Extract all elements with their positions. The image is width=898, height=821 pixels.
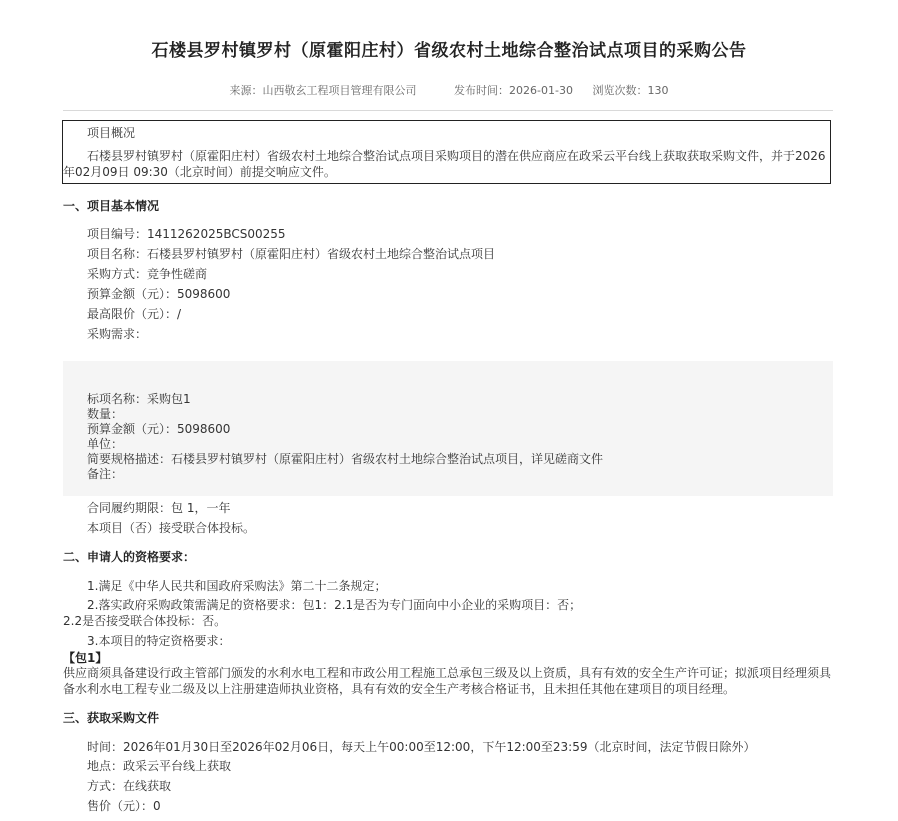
requirement-3: 3.本项目的特定资格要求： [87, 634, 231, 648]
package-budget: 预算金额（元）：5098600 [87, 422, 231, 436]
procurement-requirements-label: 采购需求： [87, 327, 148, 341]
publish-time-value: 2026-01-30 [509, 84, 573, 97]
source-label: 来源： [229, 84, 263, 97]
section-3-heading: 三、获取采购文件 [63, 711, 160, 725]
package-unit: 单位： [87, 437, 124, 451]
qualification-text-line2: 备水利水电工程专业二级及以上注册建造师执业资格，具有有效的安全生产考核合格证书，且未担任其他在建项目的项目经理。 [63, 682, 736, 696]
obtain-method: 方式：在线获取 [87, 779, 172, 793]
overview-heading: 项目概况 [87, 126, 136, 140]
view-count-info [592, 84, 668, 97]
package-name: 标项名称：采购包1 [87, 392, 191, 406]
overview-text-line2: 年02月09日 09:30（北京时间）前提交响应文件。 [63, 165, 336, 179]
source-info [230, 84, 417, 97]
view-count-label: 浏览次数： [592, 84, 648, 97]
section-1-heading: 一、项目基本情况 [63, 199, 160, 213]
consortium-bid: 本项目（否）接受联合体投标。 [87, 521, 256, 535]
obtain-time: 时间：2026年01月30日至2026年02月06日，每天上午00:00至12:00，下午12:00至23:59（北京时间，法定节假日除外） [87, 740, 756, 754]
document-price: 售价（元）：0 [87, 799, 161, 813]
package-remark: 备注： [87, 467, 124, 481]
overview-text-line1: 石楼县罗村镇罗村（原霍阳庄村）省级农村土地综合整治试点项目采购项目的潜在供应商应在政采云平台线上获取获取采购文件，并于2026 [87, 149, 826, 163]
qualification-text-line1: 供应商须具备建设行政主管部门颁发的水利水电工程和市政公用工程施工总承包三级及以上资质，具有有效的安全生产许可证；拟派项目经理须具 [63, 666, 832, 680]
requirement-1: 1.满足《中华人民共和国政府采购法》第二十二条规定； [87, 579, 387, 593]
title-divider [63, 110, 833, 111]
contract-period: 合同履约期限：包 1，一年 [87, 501, 231, 515]
project-name: 项目名称：石楼县罗村镇罗村（原霍阳庄村）省级农村土地综合整治试点项目 [87, 247, 496, 261]
obtain-location: 地点：政采云平台线上获取 [87, 759, 232, 773]
procurement-method: 采购方式：竞争性磋商 [87, 267, 208, 281]
view-count-value: 130 [647, 84, 669, 97]
budget-amount: 预算金额（元）：5098600 [87, 287, 231, 301]
article-meta [0, 82, 898, 98]
section-2-heading: 二、申请人的资格要求： [63, 550, 196, 564]
requirement-2: 2.落实政府采购政策需满足的资格要求：包1：2.1是否为专门面向中小企业的采购项目：否； [87, 598, 582, 612]
publish-time-info [454, 84, 573, 97]
source-value: 山西敬玄工程项目管理有限公司 [262, 84, 417, 97]
page-title: 石楼县罗村镇罗村（原霍阳庄村）省级农村土地综合整治试点项目的采购公告 [151, 41, 747, 61]
package-spec: 简要规格描述：石楼县罗村镇罗村（原霍阳庄村）省级农村土地综合整治试点项目，详见磋商文件 [87, 452, 604, 466]
publish-time-label: 发布时间： [454, 84, 510, 97]
requirement-2-continued: 2.2是否接受联合体投标：否。 [63, 614, 227, 628]
max-price: 最高限价（元）：/ [87, 307, 182, 321]
package-1-tag: 【包1】 [63, 651, 108, 665]
package-quantity: 数量： [87, 407, 124, 421]
project-number: 项目编号：1411262025BCS00255 [87, 227, 286, 241]
